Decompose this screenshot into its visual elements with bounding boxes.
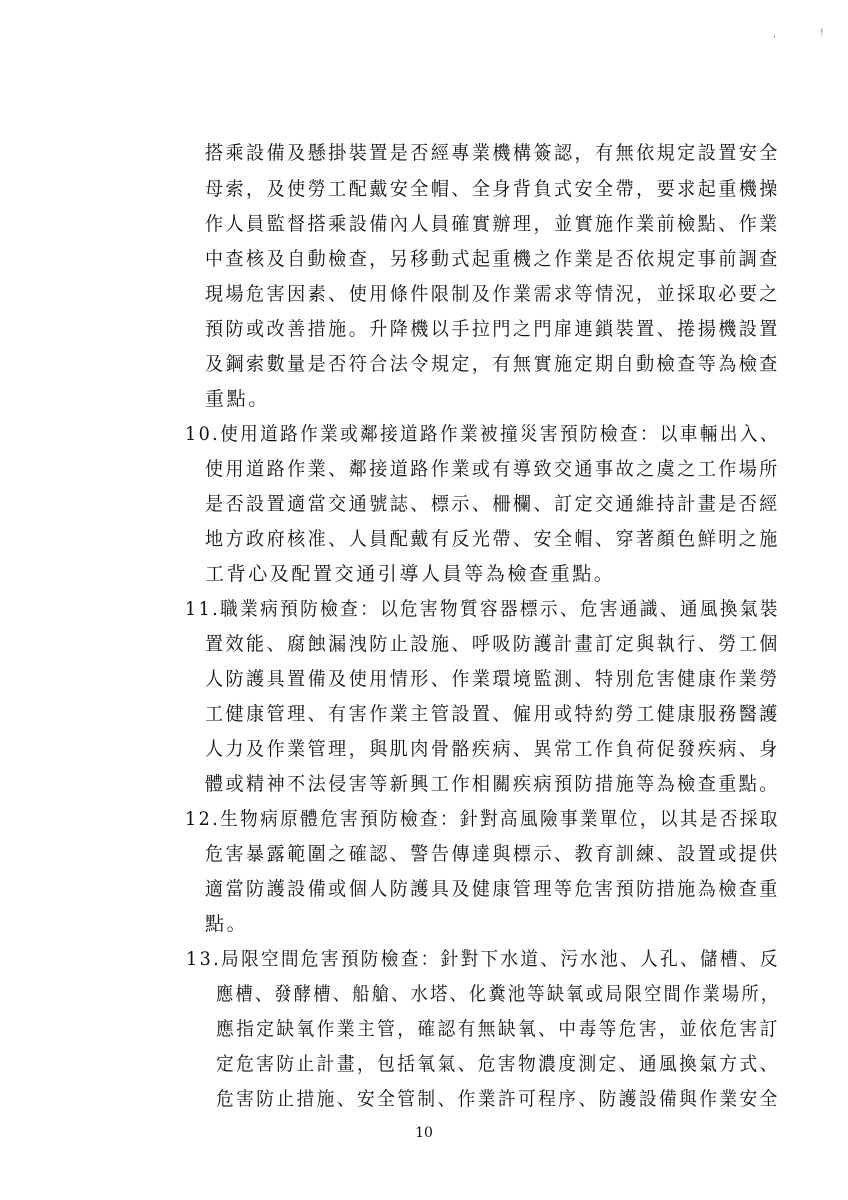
paragraph-line: 人防護具置備及使用情形、作業環境監測、特別危害健康作業勞 <box>205 668 780 690</box>
paragraph-line: 體或精神不法侵害等新興工作相關疾病預防措施等為檢查重點。 <box>205 773 780 795</box>
page-number: 10 <box>415 1125 433 1141</box>
paragraph-line: 地方政府核准、人員配戴有反光帶、安全帽、穿著顏色鮮明之施 <box>205 528 780 550</box>
paragraph-line: 中查核及自動檢查，另移動式起重機之作業是否依規定事前調查 <box>205 248 780 270</box>
paragraph-line: 適當防護設備或個人防護具及健康管理等危害預防措施為檢查重 <box>205 878 780 900</box>
paragraph-line: 工背心及配置交通引導人員等為檢查重點。 <box>205 563 616 585</box>
paragraph-line: 搭乘設備及懸掛裝置是否經專業機構簽認，有無依規定設置安全 <box>205 142 780 164</box>
list-item-11: 11.職業病預防檢查：以危害物質容器標示、危害通識、通風換氣裝 <box>185 598 780 620</box>
paragraph-line: 危害暴露範圍之確認、警告傳達與標示、教育訓練、設置或提供 <box>205 843 780 865</box>
paragraph-line: 置效能、腐蝕漏洩防止設施、呼吸防護計畫訂定與執行、勞工個 <box>205 633 780 655</box>
paragraph-line: 人力及作業管理，與肌肉骨骼疾病、異常工作負荷促發疾病、身 <box>205 738 780 760</box>
paragraph-line: 危害防止措施、安全管制、作業許可程序、防護設備與作業安全 <box>216 1088 780 1110</box>
list-item-12: 12.生物病原體危害預防檢查：針對高風險事業單位，以其是否採取 <box>185 808 780 830</box>
scan-mark-right: ! <box>820 28 824 38</box>
list-item-10: 10.使用道路作業或鄰接道路作業被撞災害預防檢查：以車輛出入、 <box>185 423 780 445</box>
paragraph-line: 定危害防止計畫，包括氧氣、危害物濃度測定、通風換氣方式、 <box>216 1053 780 1075</box>
paragraph-line: 作人員監督搭乘設備內人員確實辦理，並實施作業前檢點、作業 <box>205 213 780 235</box>
paragraph-line: 工健康管理、有害作業主管設置、僱用或特約勞工健康服務醫護 <box>205 703 780 725</box>
paragraph-line: 母索，及使勞工配戴安全帽、全身背負式安全帶，要求起重機操 <box>205 178 780 200</box>
scan-mark-left: , <box>773 30 776 40</box>
paragraph-line: 應指定缺氧作業主管，確認有無缺氧、中毒等危害，並依危害訂 <box>216 1018 780 1040</box>
paragraph-line: 預防或改善措施。升降機以手拉門之門扉連鎖裝置、捲揚機設置 <box>205 318 780 340</box>
paragraph-line: 使用道路作業、鄰接道路作業或有導致交通事故之虞之工作場所 <box>205 458 780 480</box>
paragraph-line: 應槽、發酵槽、船艙、水塔、化糞池等缺氧或局限空間作業場所， <box>216 983 781 1005</box>
paragraph-line: 點。 <box>205 913 249 935</box>
paragraph-line: 是否設置適當交通號誌、標示、柵欄、訂定交通維持計畫是否經 <box>205 493 780 515</box>
list-item-13: 13.局限空間危害預防檢查：針對下水道、污水池、人孔、儲槽、反 <box>186 948 780 970</box>
paragraph-line: 重點。 <box>205 388 270 410</box>
paragraph-line: 及鋼索數量是否符合法令規定，有無實施定期自動檢查等為檢查 <box>205 353 780 375</box>
paragraph-line: 現場危害因素、使用條件限制及作業需求等情況，並採取必要之 <box>205 283 780 305</box>
